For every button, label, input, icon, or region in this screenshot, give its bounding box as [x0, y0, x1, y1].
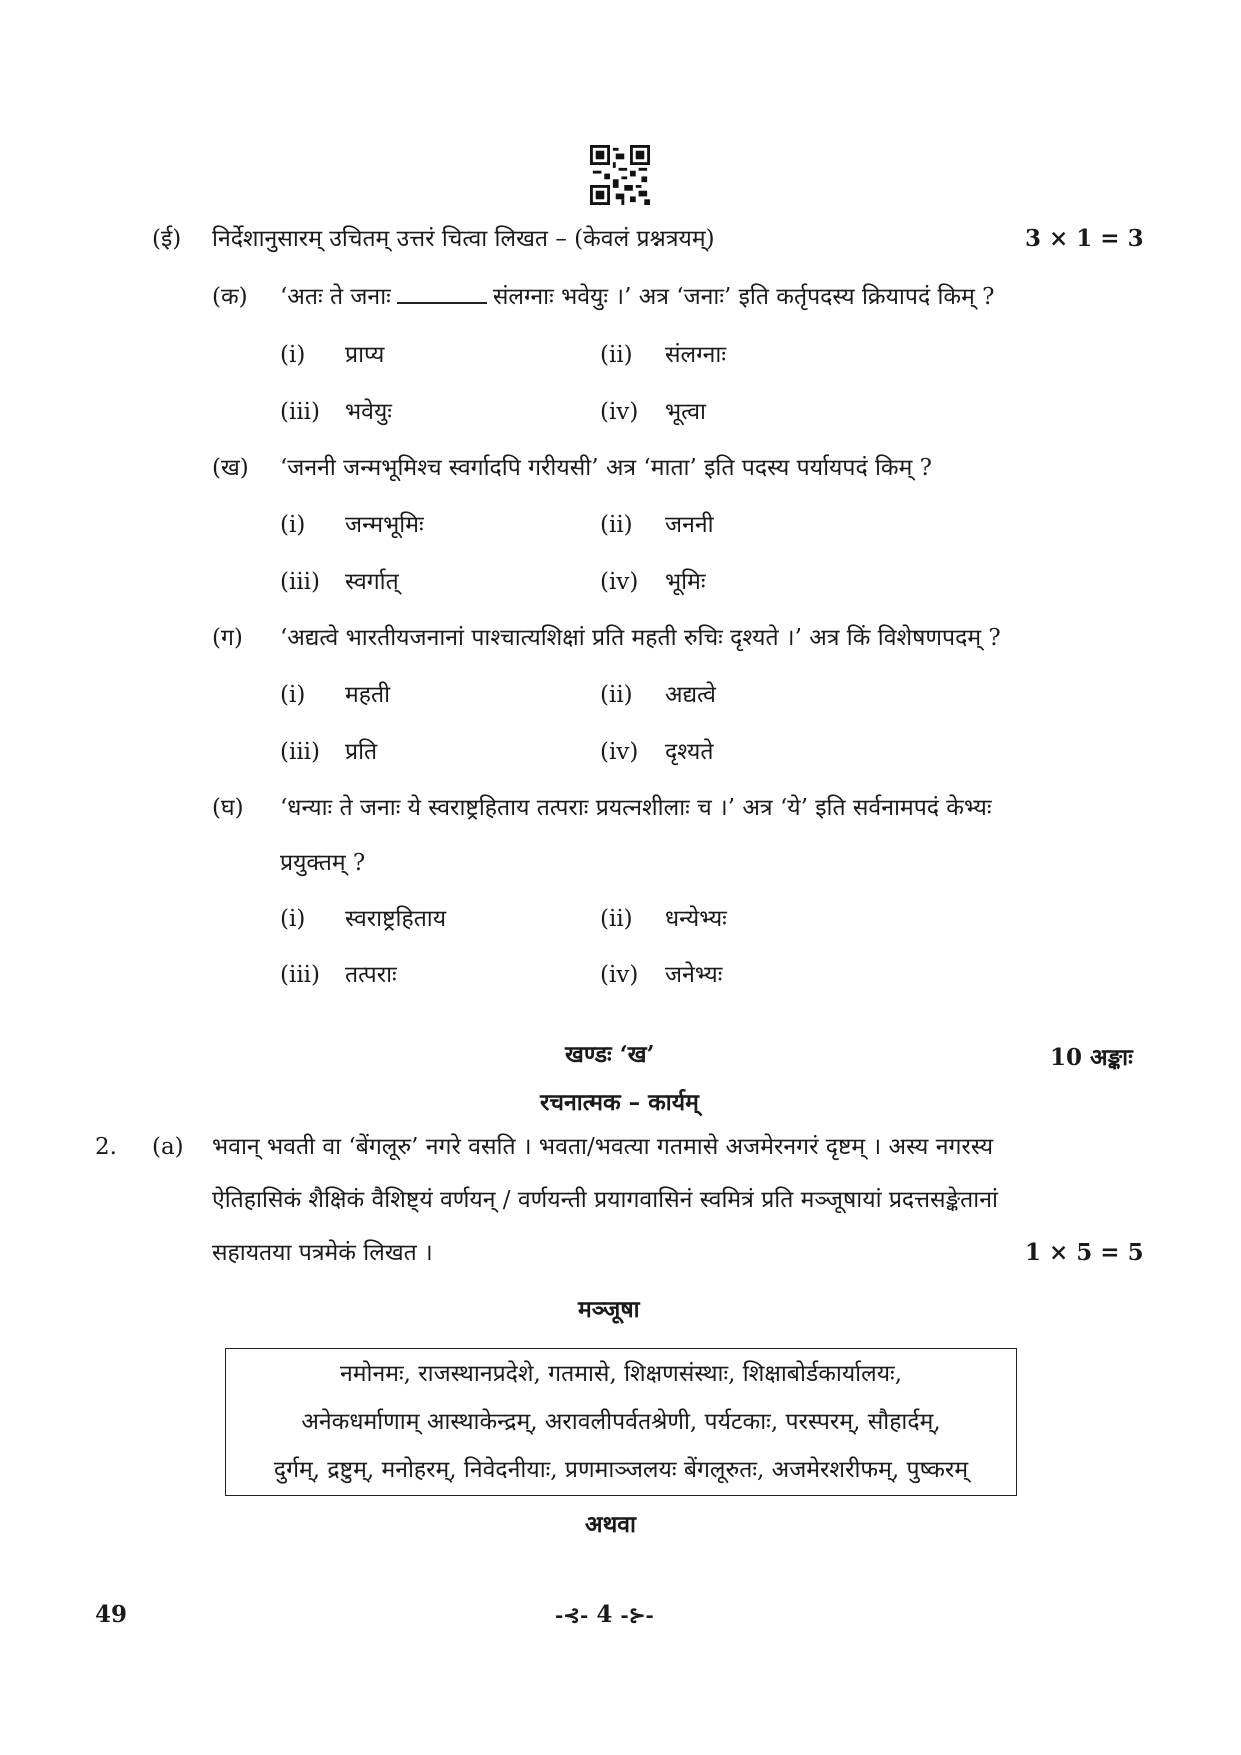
qr-code-icon: [590, 145, 650, 205]
subquestion-text: ‘अतः ते जनाः संलग्नाः भवेयुः ।’ अत्र ‘जनाः’ इति कर्तृपदस्य क्रियापदं किम् ?: [280, 284, 995, 310]
subquestion-text: ‘धन्याः ते जनाः ये स्वराष्ट्रहिताय तत्पराः प्रयत्नशीलाः च ।’ अत्र ‘ये’ इति सर्वनामपदं केभ्यः: [280, 795, 992, 821]
option-number: (i): [280, 682, 306, 708]
option-number: (iv): [600, 569, 639, 595]
subquestion-text: ‘अद्यत्वे भारतीयजनानां पाश्चात्यशिक्षां प्रति महती रुचिः दृश्यते ।’ अत्र किं विशेषणपदम् ?: [280, 625, 1001, 651]
option-text: स्वराष्ट्रहिताय: [345, 906, 447, 932]
subquestion-text-continued: प्रयुक्तम् ?: [280, 850, 366, 876]
section-marks: 10 अङ्काः: [1050, 1044, 1133, 1071]
subquestion-number: (घ): [212, 795, 244, 821]
question-text-line: सहायतया पत्रमेकं लिखत ।: [212, 1240, 433, 1266]
section-title: खण्डः ‘ख’: [565, 1041, 655, 1068]
option-text: तत्पराः: [345, 962, 397, 988]
option-text: भूत्वा: [665, 399, 707, 425]
paper-code: 49: [95, 1601, 128, 1628]
question-number: 2.: [95, 1134, 117, 1160]
option-text: अद्यत्वे: [665, 682, 716, 708]
option-text: भवेयुः: [345, 399, 392, 425]
option-text: जनेभ्यः: [665, 962, 723, 988]
question-text-line: भवान् भवती वा ‘बेंगलूरु’ नगरे वसति । भवता/भवत्या गतमासे अजमेरनगरं दृष्टम् । अस्य नगरस्य: [212, 1134, 994, 1160]
subquestion-number: (ग): [212, 625, 243, 651]
question-marks: 3 × 1 = 3: [1025, 225, 1144, 252]
option-text: महती: [345, 682, 391, 708]
subquestion-number: (ख): [212, 455, 249, 481]
option-text: प्राप्य: [345, 342, 385, 368]
word-box-line: दुर्गम्, द्रष्टुम्, मनोहरम्, निवेदनीयाः, प्रणमाञ्जलयः बेंगलूरुतः, अजमेरशरीफम्, पुष्करम्: [273, 1457, 969, 1483]
answer-blank: [397, 284, 487, 304]
option-number: (ii): [600, 906, 633, 932]
option-number: (i): [280, 906, 306, 932]
option-text: जननी: [665, 512, 714, 538]
subquestion-number: (क): [212, 284, 248, 310]
option-text: जन्मभूमिः: [345, 512, 424, 538]
option-text: संलग्नाः: [665, 342, 726, 368]
subquestion-number: (a): [152, 1134, 184, 1160]
option-number: (iv): [600, 962, 639, 988]
option-number: (iii): [280, 962, 321, 988]
option-number: (iv): [600, 399, 639, 425]
question-instruction: निर्देशानुसारम् उचितम् उत्तरं चित्वा लिखत – (केवलं प्रश्नत्रयम्): [212, 226, 715, 252]
question-marks: 1 × 5 = 5: [1025, 1239, 1144, 1266]
subquestion-text: ‘जननी जन्मभूमिश्च स्वर्गादपि गरीयसी’ अत्र ‘माता’ इति पदस्य पर्यायपदं किम् ?: [280, 455, 932, 481]
option-number: (ii): [600, 682, 633, 708]
option-number: (iii): [280, 739, 321, 765]
word-box-line: नमोनमः, राजस्थानप्रदेशे, गतमासे, शिक्षणसंस्थाः, शिक्षाबोर्डकार्यालयः,: [339, 1361, 903, 1387]
option-number: (i): [280, 342, 306, 368]
option-number: (iv): [600, 739, 639, 765]
ornament-icon: -⊱-: [620, 1603, 654, 1627]
option-text: प्रति: [345, 739, 378, 765]
option-number: (iii): [280, 569, 321, 595]
option-number: (ii): [600, 342, 633, 368]
question-number: (ई): [152, 226, 182, 252]
option-text: धन्येभ्यः: [665, 906, 727, 932]
or-label: अथवा: [585, 1511, 637, 1538]
word-box: [225, 1348, 1017, 1496]
ornament-icon: -⊰-: [555, 1603, 589, 1627]
page-number: 4: [596, 1601, 613, 1628]
page-number-footer: [555, 1600, 654, 1630]
word-box-line: अनेकधर्माणाम् आस्थाकेन्द्रम्, अरावलीपर्वतश्रेणी, पर्यटकाः, परस्परम्, सौहार्दम्,: [301, 1409, 941, 1435]
option-number: (iii): [280, 399, 321, 425]
question-text-line: ऐतिहासिकं शैक्षिकं वैशिष्ट्यं वर्णयन् / वर्णयन्ती प्रयागवासिनं स्वमित्रं प्रति मञ्जूषायां प्रदत्तसङ्केतानां: [212, 1187, 998, 1213]
option-number: (ii): [600, 512, 633, 538]
option-text: दृश्यते: [665, 739, 714, 765]
section-subtitle: रचनात्मक – कार्यम्: [540, 1089, 699, 1116]
option-number: (i): [280, 512, 306, 538]
option-text: स्वर्गात्: [345, 569, 399, 595]
option-text: भूमिः: [665, 569, 706, 595]
box-title: मञ्जूषा: [578, 1296, 640, 1323]
